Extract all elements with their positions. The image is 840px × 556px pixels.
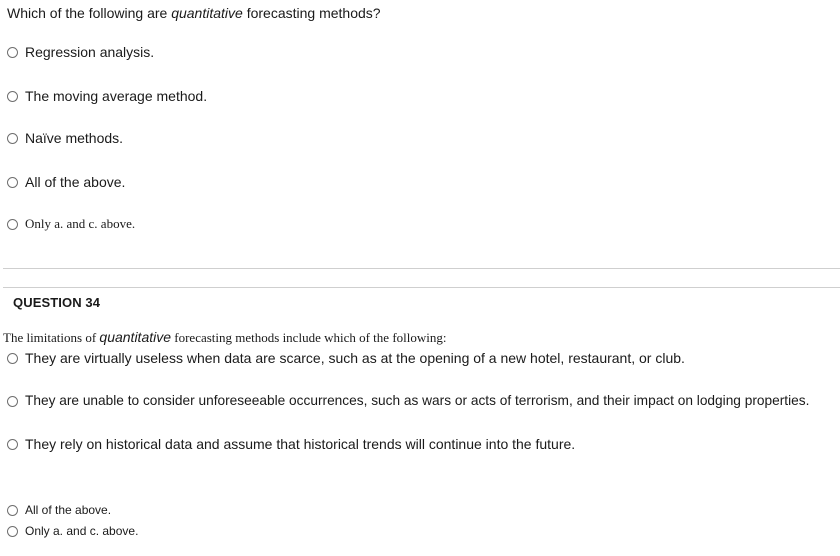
q34-option-b-label: They are unable to consider unforeseeable occurrences, such as wars or acts of terrorism, and their impact on lodging properties. [25, 393, 810, 408]
radio-button[interactable] [7, 91, 18, 102]
question-34-prompt-emphasis: quantitative [99, 329, 172, 345]
section-divider-bottom [3, 287, 840, 288]
q33-option-c[interactable] [7, 129, 123, 147]
q34-option-a[interactable] [7, 349, 685, 367]
radio-button[interactable] [7, 177, 18, 188]
q34-option-c[interactable] [7, 435, 575, 453]
q33-option-e[interactable] [7, 215, 135, 233]
radio-button[interactable] [7, 353, 18, 364]
q33-option-c-label: Naïve methods. [25, 130, 124, 146]
q33-option-a-label: Regression analysis. [25, 44, 155, 60]
question-33-prompt-start: Which of the following are [7, 5, 172, 21]
q34-option-d-label: All of the above. [25, 503, 112, 517]
q33-option-a[interactable] [7, 43, 154, 61]
radio-button[interactable] [7, 526, 18, 537]
radio-button[interactable] [7, 505, 18, 516]
q33-option-b[interactable] [7, 87, 207, 105]
q34-option-e[interactable] [7, 522, 138, 540]
q34-option-d[interactable] [7, 501, 111, 519]
radio-button[interactable] [7, 47, 18, 58]
question-34-prompt-start: The limitations of [3, 330, 100, 345]
radio-button[interactable] [7, 133, 18, 144]
radio-button[interactable] [7, 396, 18, 407]
question-34-heading: QUESTION 34 [13, 295, 101, 310]
q33-option-b-label: The moving average method. [25, 88, 208, 104]
q33-option-d[interactable] [7, 173, 125, 191]
section-divider-top [3, 268, 840, 269]
q34-option-e-label: Only a. and c. above. [25, 524, 139, 538]
q34-option-b[interactable] [7, 392, 809, 410]
q33-option-e-label: Only a. and c. above. [25, 216, 136, 231]
question-34-prompt [3, 329, 446, 346]
question-33-prompt-emphasis: quantitative [171, 5, 243, 21]
q34-option-c-label: They rely on historical data and assume that historical trends will continue into the future. [25, 436, 576, 452]
question-34-prompt-end: forecasting methods include which of the following: [171, 330, 447, 345]
radio-button[interactable] [7, 439, 18, 450]
question-33-prompt-end: forecasting methods? [242, 5, 381, 21]
question-33-prompt [7, 4, 381, 22]
q33-option-d-label: All of the above. [25, 174, 126, 190]
q34-option-a-label: They are virtually useless when data are scarce, such as at the opening of a new hotel, restaurant, or club. [25, 350, 685, 366]
radio-button[interactable] [7, 219, 18, 230]
